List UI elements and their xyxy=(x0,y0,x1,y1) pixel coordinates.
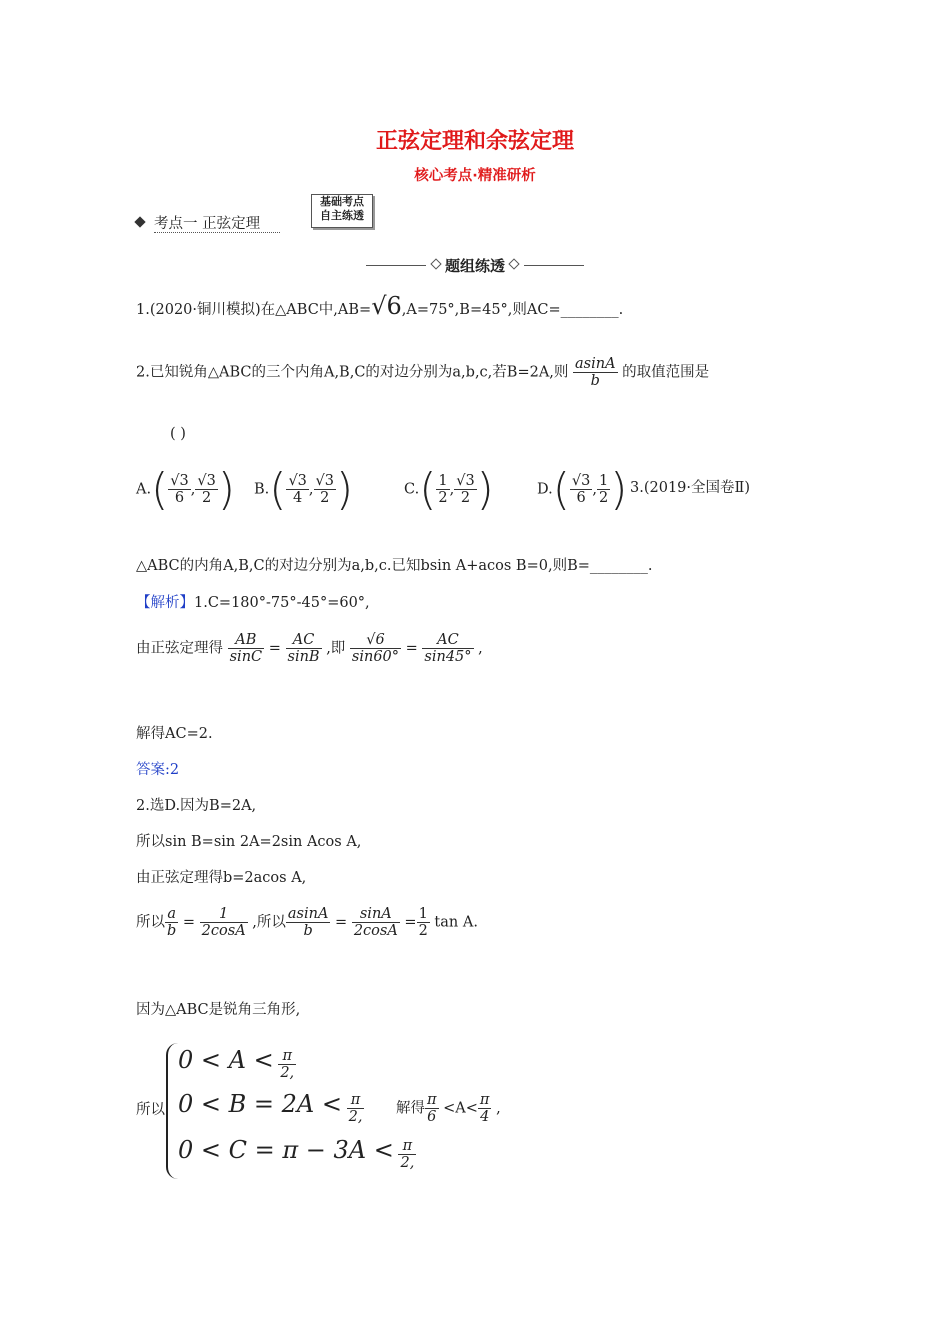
denominator: 2 xyxy=(438,490,448,506)
denominator: sinB xyxy=(287,649,320,665)
paren: ) xyxy=(217,464,235,515)
option-label: D. xyxy=(537,481,553,498)
numerator: asinA xyxy=(287,906,329,922)
denominator: 6 xyxy=(570,489,592,506)
denominator: 2, xyxy=(348,1108,363,1125)
denominator: b xyxy=(573,372,618,389)
solution-text: 1.C=180°-75°-45°=60°, xyxy=(194,595,370,611)
section-label: 考点一 正弦定理 xyxy=(154,216,280,233)
question-3: △ABC的内角A,B,C的对边分别为a,b,c.已知bsin A+acos B=0,则B=________. xyxy=(136,558,653,574)
badge xyxy=(311,194,373,228)
paren: ( xyxy=(552,464,570,515)
denominator: sinC xyxy=(229,649,263,665)
solve-2 xyxy=(396,1092,501,1125)
numerator: √3 xyxy=(456,473,475,489)
text: , xyxy=(478,640,483,657)
numerator: sinA xyxy=(359,906,392,922)
q2-rest: 的取值范围是 xyxy=(622,364,710,381)
numerator: √3 xyxy=(197,473,216,489)
diamond-icon xyxy=(509,258,520,269)
text: tan A. xyxy=(434,914,478,931)
jiexi-label: 【解析】 xyxy=(136,595,194,611)
numerator: √3 xyxy=(315,473,334,489)
option-c: C.( $\frac{1}{2}$ , $\frac{√3}{2}$ ) xyxy=(404,464,494,515)
paren: ) xyxy=(610,464,628,515)
fraction xyxy=(436,473,449,506)
ineq-row-1 xyxy=(178,1046,296,1081)
numerator: π xyxy=(350,1091,361,1108)
numerator: √3 xyxy=(170,473,189,489)
fraction xyxy=(478,1092,492,1125)
numerator: AC xyxy=(437,632,459,648)
fraction xyxy=(165,906,178,939)
fraction xyxy=(278,1048,296,1081)
divider-line xyxy=(366,265,426,266)
ineq-text: 0 < B = 2A < xyxy=(178,1090,342,1118)
fraction xyxy=(597,473,610,506)
section-heading xyxy=(136,212,280,233)
denominator: b xyxy=(286,922,331,939)
numerator: 1 xyxy=(219,906,229,922)
denominator: 4 xyxy=(286,489,308,506)
solve-1: 解得AC=2. xyxy=(136,726,213,742)
diamond-icon xyxy=(430,258,441,269)
paren: ( xyxy=(151,464,169,515)
equals: = xyxy=(405,640,418,657)
numerator: √6 xyxy=(366,632,385,648)
denominator: 4 xyxy=(478,1108,492,1125)
fraction xyxy=(573,356,618,389)
badge-line: 自主练透 xyxy=(320,209,364,222)
option-label: C. xyxy=(404,481,420,498)
numerator: a xyxy=(167,906,176,922)
text: <A< xyxy=(443,1100,478,1117)
sine-law-line xyxy=(136,632,483,665)
answer xyxy=(136,758,179,779)
denominator: 2cosA xyxy=(201,923,246,939)
fraction xyxy=(422,632,473,665)
denominator: 2 xyxy=(314,489,336,506)
q1-rest: ,A=75°,B=45°,则AC=________. xyxy=(401,302,624,318)
numerator: √3 xyxy=(288,473,307,489)
denominator: 2 xyxy=(454,489,476,506)
diamond-icon xyxy=(134,216,145,227)
ineq-row-2 xyxy=(178,1090,364,1125)
numerator: π xyxy=(402,1137,413,1154)
ineq-text: 0 < C = π − 3A < xyxy=(178,1136,394,1164)
paren: ( xyxy=(269,464,287,515)
answer-value: :2 xyxy=(165,762,180,778)
denominator: 2, xyxy=(400,1154,415,1171)
text: ,所以 xyxy=(252,914,286,931)
question-1 xyxy=(136,292,623,320)
denominator: 6 xyxy=(425,1108,439,1125)
ineq-text: 0 < A < xyxy=(178,1046,274,1074)
text: , xyxy=(496,1100,501,1117)
fraction xyxy=(314,473,336,506)
fraction xyxy=(417,906,430,939)
question-2 xyxy=(136,356,709,389)
numerator: π xyxy=(427,1092,437,1108)
denominator: 2, xyxy=(280,1064,295,1081)
option-label: A. xyxy=(136,481,152,498)
page-title: 正弦定理和余弦定理 xyxy=(375,129,574,154)
paren: ( xyxy=(419,464,437,515)
q2-text: 2.已知锐角△ABC的三个内角A,B,C的对边分别为a,b,c,若B=2A,则 xyxy=(136,364,569,381)
numerator: 1 xyxy=(598,473,609,489)
answer-paren: ( ) xyxy=(170,426,186,442)
fraction xyxy=(286,632,322,665)
fraction xyxy=(454,473,476,506)
fraction xyxy=(228,632,265,665)
text: 解得 xyxy=(396,1100,425,1117)
solution-2b: 所以sin B=sin 2A=2sin Acos A, xyxy=(136,834,362,850)
denominator: sin45° xyxy=(424,649,472,665)
fraction xyxy=(350,632,401,665)
solution-2d: 所以 $\frac{a}{b}$ = $\frac{1}{2\cos A}$ ,所以 $\frac{asinA}{b}$ = $\frac{\sin A}{2\cos A}$ = $\frac{1}{2}$ tan A. xyxy=(136,906,478,939)
q1-text: 1.(2020·铜川模拟)在△ABC中,AB= xyxy=(136,302,372,318)
suoyi-label: 所以 xyxy=(136,1102,165,1118)
text: 由正弦定理得 xyxy=(136,640,223,657)
fraction xyxy=(200,906,248,939)
denominator: 2 xyxy=(195,489,217,506)
fraction xyxy=(286,906,331,939)
denominator: b xyxy=(167,923,177,939)
badge-line: 基础考点 xyxy=(320,195,364,208)
option-a: A.( $\frac{√3}{6}$ , $\frac{√3}{2}$ ) xyxy=(136,464,235,515)
option-d: D.( $\frac{√3}{6}$ , $\frac{1}{2}$ ) xyxy=(537,464,628,515)
group-heading xyxy=(0,255,950,276)
denominator: 2 xyxy=(598,490,609,506)
numerator: π xyxy=(282,1047,293,1064)
fraction xyxy=(352,906,400,939)
text: ,即 xyxy=(326,640,346,657)
option-b: B.( $\frac{√3}{4}$ , $\frac{√3}{2}$ ) xyxy=(254,464,354,515)
denominator: 6 xyxy=(168,489,190,506)
numerator: √3 xyxy=(571,473,591,489)
group-heading-label: 题组练透 xyxy=(444,257,505,275)
option-label: B. xyxy=(254,481,270,498)
fraction xyxy=(286,473,308,506)
numerator: 1 xyxy=(418,906,428,922)
solution-1 xyxy=(136,591,370,612)
answer-label: 答案 xyxy=(136,762,165,778)
denominator: 2cosA xyxy=(353,923,398,939)
numerator: AC xyxy=(292,632,315,648)
paren: ) xyxy=(476,464,494,515)
question-3-head: 3.(2019·全国卷Ⅱ) xyxy=(630,480,751,496)
sqrt6: √6 xyxy=(371,292,402,320)
text: 所以 xyxy=(136,914,165,931)
fraction xyxy=(347,1092,365,1125)
divider-line xyxy=(524,265,584,266)
fraction xyxy=(195,473,217,506)
numerator: asinA xyxy=(575,356,616,372)
denominator: 2 xyxy=(418,923,428,939)
page-subtitle: 核心考点·精准研析 xyxy=(414,168,536,184)
denominator: sin60° xyxy=(351,649,400,665)
solution-2e: 因为△ABC是锐角三角形, xyxy=(136,1002,301,1018)
solution-2c: 由正弦定理得b=2acos A, xyxy=(136,870,307,886)
fraction xyxy=(425,1092,439,1125)
paren: ) xyxy=(335,464,354,515)
ineq-row-3 xyxy=(178,1136,416,1171)
equals: = xyxy=(268,640,281,657)
numerator: π xyxy=(479,1092,490,1108)
numerator: AB xyxy=(235,632,257,648)
fraction xyxy=(168,473,190,506)
solution-2a: 2.选D.因为B=2A, xyxy=(136,798,257,814)
fraction xyxy=(570,473,592,506)
fraction xyxy=(398,1138,416,1171)
numerator: 1 xyxy=(438,473,448,489)
